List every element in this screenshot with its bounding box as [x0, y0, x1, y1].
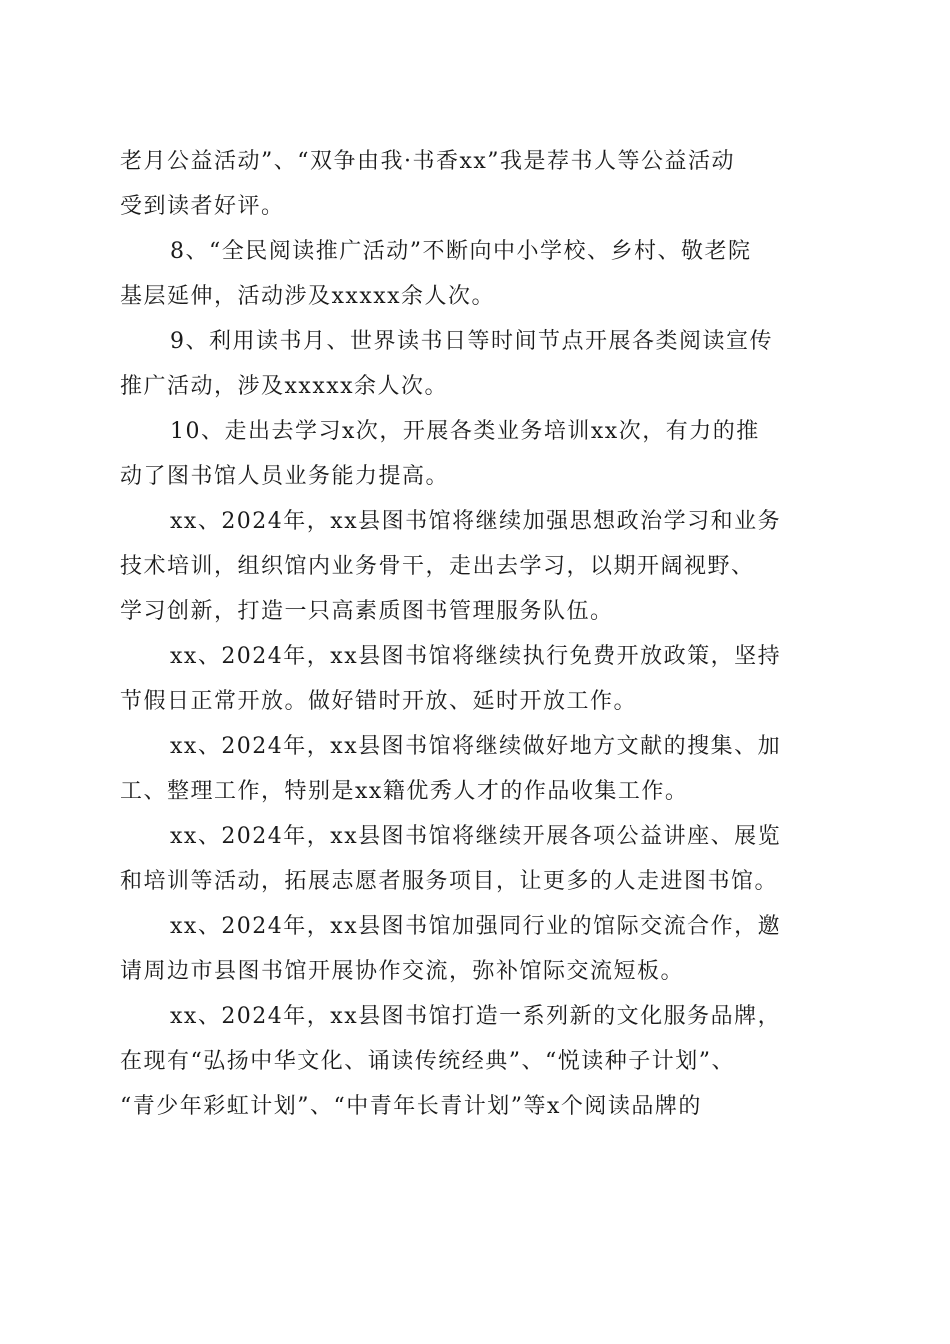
text-line: 和培训等活动，拓展志愿者服务项目，让更多的人走进图书馆。	[120, 869, 779, 894]
paragraph-continuation	[120, 139, 840, 229]
text-line: xx、2024年，xx县图书馆将继续执行免费开放政策，坚持	[170, 644, 782, 669]
text-line: xx、2024年，xx县图书馆将继续开展各项公益讲座、展览	[170, 824, 782, 849]
text-line: 基层延伸，活动涉及xxxxx余人次。	[120, 284, 496, 309]
paragraph-plan-local-documents	[120, 724, 840, 814]
text-line: 在现有“弘扬中华文化、诵读传统经典”、“悦读种子计划”、	[120, 1049, 735, 1074]
text-line: 9、利用读书月、世界读书日等时间节点开展各类阅读宣传	[170, 329, 773, 354]
text-line: 受到读者好评。	[120, 194, 285, 219]
text-line: 动了图书馆人员业务能力提高。	[120, 464, 450, 489]
document-body	[120, 139, 840, 1129]
paragraph-item-8	[120, 229, 840, 319]
paragraph-plan-brands	[120, 994, 840, 1129]
paragraph-plan-open-policy	[120, 634, 840, 724]
text-line: xx、2024年，xx县图书馆将继续加强思想政治学习和业务	[170, 509, 782, 534]
text-line: 10、走出去学习x次，开展各类业务培训xx次，有力的推	[170, 419, 760, 444]
text-line: xx、2024年，xx县图书馆将继续做好地方文献的搜集、加	[170, 734, 782, 759]
text-line: 推广活动，涉及xxxxx余人次。	[120, 374, 449, 399]
text-line: xx、2024年，xx县图书馆加强同行业的馆际交流合作，邀	[170, 914, 782, 939]
text-line: 8、“全民阅读推广活动”不断向中小学校、乡村、敬老院	[170, 239, 752, 264]
text-line: 技术培训，组织馆内业务骨干，走出去学习，以期开阔视野、	[120, 554, 755, 579]
text-line: 节假日正常开放。做好错时开放、延时开放工作。	[120, 689, 638, 714]
paragraph-item-10	[120, 409, 840, 499]
paragraph-plan-exchange	[120, 904, 840, 994]
paragraph-plan-training	[120, 499, 840, 634]
text-line: 请周边市县图书馆开展协作交流，弥补馆际交流短板。	[120, 959, 685, 984]
text-line: 工、整理工作，特别是xx籍优秀人才的作品收集工作。	[120, 779, 689, 804]
paragraph-item-9	[120, 319, 840, 409]
paragraph-plan-public-lectures	[120, 814, 840, 904]
text-line: 学习创新，打造一只高素质图书管理服务队伍。	[120, 599, 614, 624]
text-line: 老月公益活动”、“双争由我·书香xx”我是荐书人等公益活动	[120, 149, 736, 174]
text-line: “青少年彩虹计划”、“中青年长青计划”等x个阅读品牌的	[120, 1094, 702, 1119]
text-line: xx、2024年，xx县图书馆打造一系列新的文化服务品牌，	[170, 1004, 782, 1029]
